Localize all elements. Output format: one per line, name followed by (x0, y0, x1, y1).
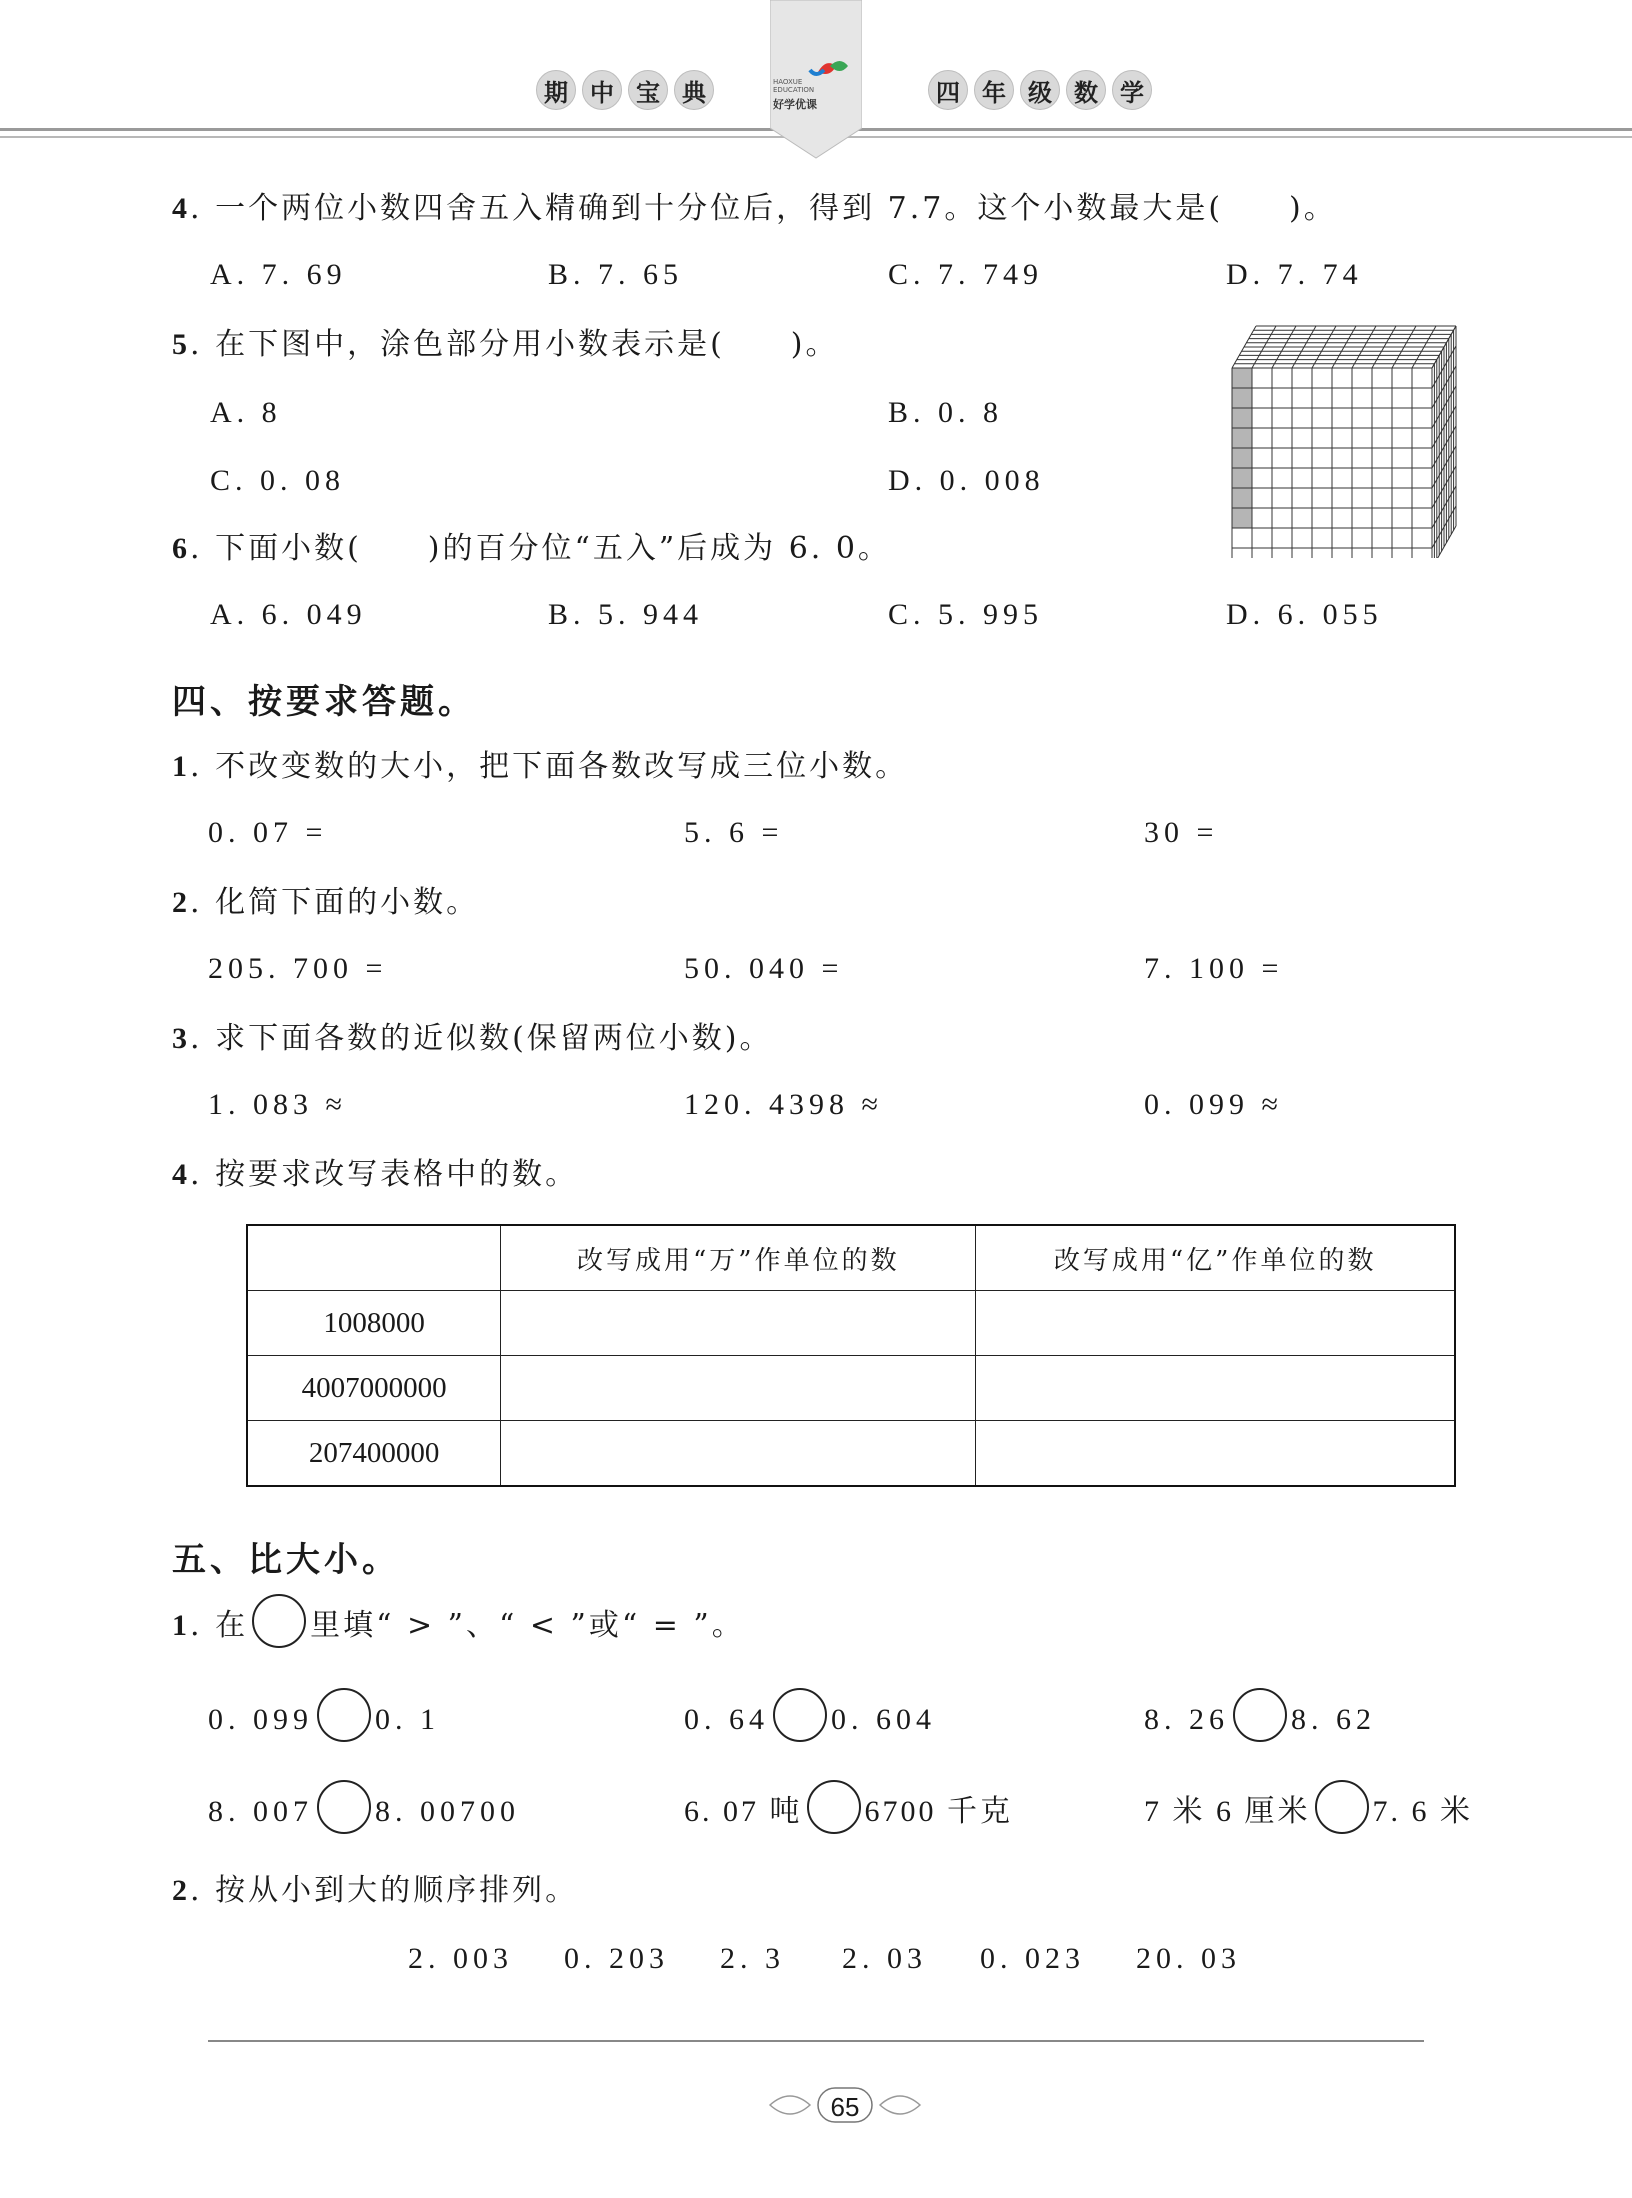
header-right-title (928, 70, 1152, 110)
blank-item: 50. 040 = (684, 952, 844, 985)
blank-item: 205. 700 = (208, 952, 388, 985)
s4-question-1 (172, 749, 909, 784)
option-c: C. 7. 749 (888, 258, 1044, 291)
option-d: D. 7. 74 (1226, 258, 1363, 291)
compare-item (208, 1794, 520, 1834)
compare-circle[interactable] (773, 1688, 827, 1742)
title-char: 学 (1112, 70, 1152, 110)
compare-right: 8. 00700 (375, 1794, 520, 1828)
s5-question-1 (172, 1606, 745, 1648)
table-cell: 4007000000 (247, 1356, 501, 1421)
compare-circle[interactable] (317, 1780, 371, 1834)
compare-circle[interactable] (317, 1688, 371, 1742)
blank-item: 0. 07 = (208, 816, 328, 849)
compare-item (1144, 1794, 1473, 1834)
option-d: D. 0. 008 (888, 464, 1045, 497)
answer-cell[interactable] (501, 1421, 976, 1487)
compare-right: 7. 6 米 (1372, 1794, 1473, 1828)
order-number: 0. 203 (564, 1942, 669, 1975)
question-text: . 按从小到大的顺序排列。 (190, 1873, 579, 1908)
title-char: 中 (582, 70, 622, 110)
question-number: 2 (172, 1874, 190, 1907)
title-char: 年 (974, 70, 1014, 110)
option-a: A. 7. 69 (210, 258, 347, 291)
option-b: B. 7. 65 (548, 258, 684, 291)
title-char: 典 (674, 70, 714, 110)
table-row (247, 1291, 1455, 1356)
footer-rule (208, 2040, 1424, 2042)
blank-item: 0. 099 ≈ (1144, 1088, 1283, 1121)
answer-cell[interactable] (976, 1421, 1455, 1487)
s4-question-3 (172, 1021, 773, 1056)
compare-circle[interactable] (1233, 1688, 1287, 1742)
order-number: 2. 3 (720, 1942, 785, 1975)
question-number: 6 (172, 532, 190, 565)
option-b: B. 5. 944 (548, 598, 704, 631)
option-b: B. 0. 8 (888, 396, 1004, 429)
compare-left: 0. 099 (208, 1702, 313, 1736)
answer-cell[interactable] (976, 1356, 1455, 1421)
option-a: A. 6. 049 (210, 598, 367, 631)
title-char: 四 (928, 70, 968, 110)
compare-item (1144, 1702, 1376, 1742)
question-number: 4 (172, 1158, 190, 1191)
option-c: C. 0. 08 (210, 464, 346, 497)
compare-item (684, 1794, 1013, 1834)
table-row (247, 1421, 1455, 1487)
compare-left: 6. 07 吨 (684, 1794, 803, 1828)
question-text: . 下面小数( )的百分位“五入”后成为 6. 0。 (190, 531, 891, 566)
order-number: 2. 003 (408, 1942, 513, 1975)
question-text: . 按要求改写表格中的数。 (190, 1157, 579, 1192)
compare-item (684, 1702, 936, 1742)
compare-right: 8. 62 (1291, 1702, 1376, 1736)
question-text: . 不改变数的大小，把下面各数改写成三位小数。 (190, 749, 909, 784)
compare-right: 0. 604 (831, 1702, 936, 1736)
answer-cell[interactable] (501, 1356, 976, 1421)
title-char: 数 (1066, 70, 1106, 110)
question-number: 5 (172, 328, 190, 361)
table-header: 改写成用“万”作单位的数 (501, 1225, 976, 1291)
shaded-cube-figure (1228, 322, 1460, 558)
section-5-title: 五、比大小。 (172, 1540, 400, 1580)
table-header (247, 1225, 501, 1291)
table-cell: 207400000 (247, 1421, 501, 1487)
table-header-row (247, 1225, 1455, 1291)
blank-item: 7. 100 = (1144, 952, 1284, 985)
s4-question-4 (172, 1157, 579, 1192)
blank-item: 5. 6 = (684, 816, 784, 849)
s4-question-2 (172, 885, 480, 920)
title-char: 宝 (628, 70, 668, 110)
page-number: 65 (830, 2092, 860, 2122)
question-text: . 一个两位小数四舍五入精确到十分位后，得到 7.7。这个小数最大是( )。 (190, 191, 1337, 226)
table-row (247, 1356, 1455, 1421)
compare-circle[interactable] (1315, 1780, 1369, 1834)
option-d: D. 6. 055 (1226, 598, 1383, 631)
question-number: 2 (172, 886, 190, 919)
question-number: 4 (172, 192, 190, 225)
compare-left: 8. 26 (1144, 1702, 1229, 1736)
option-a: A. 8 (210, 396, 282, 429)
answer-cell[interactable] (976, 1291, 1455, 1356)
table-cell: 1008000 (247, 1291, 501, 1356)
option-c: C. 5. 995 (888, 598, 1044, 631)
compare-left: 7 米 6 厘米 (1144, 1794, 1311, 1828)
question-number: 1 (172, 750, 190, 783)
question-text: 里填“ > ”、“ < ”或“ = ”。 (310, 1608, 745, 1643)
answer-cell[interactable] (501, 1291, 976, 1356)
compare-left: 0. 64 (684, 1702, 769, 1736)
compare-left: 8. 007 (208, 1794, 313, 1828)
compare-right: 0. 1 (375, 1702, 440, 1736)
compare-circle[interactable] (807, 1780, 861, 1834)
section-4-title: 四、按要求答题。 (172, 682, 476, 722)
question-number: 1 (172, 1609, 190, 1642)
question-5 (172, 327, 839, 362)
question-4 (172, 191, 1337, 226)
title-char: 级 (1020, 70, 1060, 110)
order-number: 0. 023 (980, 1942, 1085, 1975)
compare-right: 6700 千克 (864, 1794, 1013, 1828)
blank-item: 120. 4398 ≈ (684, 1088, 883, 1121)
blank-item: 30 = (1144, 816, 1219, 849)
logo-text: 好学优课 (773, 98, 817, 111)
logo-small-text: HAOXUE EDUCATION (773, 78, 815, 94)
question-text: . 在下图中，涂色部分用小数表示是( )。 (190, 327, 839, 362)
blank-item: 1. 083 ≈ (208, 1088, 347, 1121)
question-text: . 在 (190, 1608, 249, 1643)
s5-question-2 (172, 1873, 579, 1908)
table-header: 改写成用“亿”作单位的数 (976, 1225, 1455, 1291)
order-number: 2. 03 (842, 1942, 927, 1975)
compare-item (208, 1702, 440, 1742)
header-left-title (536, 70, 714, 110)
compare-circle-icon (252, 1594, 306, 1648)
title-char: 期 (536, 70, 576, 110)
question-text: . 化简下面的小数。 (190, 885, 480, 920)
conversion-table (246, 1224, 1456, 1487)
question-number: 3 (172, 1022, 190, 1055)
order-number: 20. 03 (1136, 1942, 1241, 1975)
question-6 (172, 531, 891, 566)
question-text: . 求下面各数的近似数(保留两位小数)。 (190, 1021, 773, 1056)
